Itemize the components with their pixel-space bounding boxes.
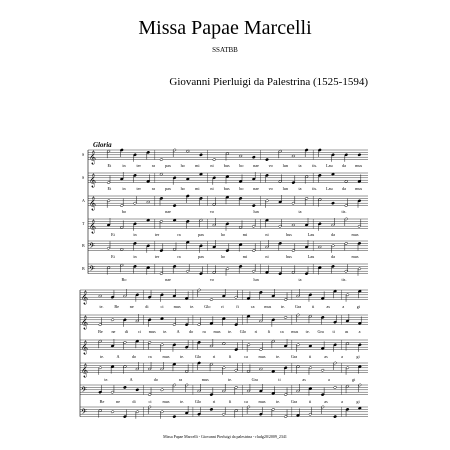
lyric-syllable: te.	[280, 304, 285, 309]
lyric-syllable: mus	[213, 329, 221, 334]
lyric-syllable: ta	[298, 209, 302, 214]
lyric-syllable: as	[326, 304, 330, 309]
lyric-syllable: Lau	[326, 186, 333, 191]
lyric-syllable: ci	[137, 329, 141, 334]
lyric-syllable: as	[324, 354, 328, 359]
lyric-syllable: fi	[228, 354, 232, 359]
bass-clef: 𝄢	[89, 241, 95, 252]
lyric-syllable: pax	[164, 163, 172, 168]
note-head	[111, 410, 115, 413]
treble-clef: 𝄞	[89, 219, 97, 234]
voice-label: B	[82, 266, 85, 271]
treble-clef: 𝄞	[81, 363, 89, 378]
lyric-syllable: in	[133, 232, 137, 237]
lyric-syllable: mus	[258, 399, 266, 404]
lyric-syllable: te.	[179, 354, 185, 359]
lyric-syllable: nae	[253, 163, 259, 168]
lyric-syllable: te.	[99, 304, 104, 309]
lyric-syllable: Gra	[251, 377, 258, 382]
bass-clef: 𝄢	[81, 407, 87, 418]
lyric-syllable: mus	[291, 329, 299, 334]
note-head	[199, 153, 203, 156]
lyric-syllable: bo	[239, 186, 244, 191]
note-head	[160, 388, 164, 391]
lyric-syllable: mus	[264, 304, 272, 309]
lyric-syllable: Gra	[290, 399, 298, 404]
movement-title: Gloria	[93, 141, 112, 149]
lyric-syllable: Lau	[307, 232, 315, 237]
lyric-syllable: te.	[163, 329, 168, 334]
note-head	[210, 408, 214, 411]
voice-label: S	[82, 152, 85, 157]
page-title: Missa Papae Marcelli	[138, 17, 312, 39]
voice-label: B	[82, 243, 85, 248]
lyric-syllable: tis.	[312, 186, 318, 191]
lyric-syllable: ci	[148, 399, 152, 404]
lyric-syllable: ra	[177, 232, 181, 237]
lyric-syllable: a	[341, 399, 343, 404]
lyric-syllable: mus	[162, 354, 170, 359]
lyric-syllable: Et	[107, 163, 112, 168]
lyric-syllable: pax	[197, 232, 205, 237]
lyric-syllable: lun	[282, 186, 289, 191]
note-head	[160, 158, 164, 161]
lyric-syllable: mi	[195, 163, 200, 168]
lyric-syllable: mus	[201, 377, 209, 382]
lyric-syllable: gi	[356, 399, 360, 404]
lyric-syllable: ra	[177, 254, 181, 259]
lyric-syllable: ri	[254, 329, 258, 334]
lyric-syllable: a	[341, 354, 343, 359]
lyric-syllable: da	[331, 232, 335, 237]
lyric-syllable: Bo	[121, 277, 127, 282]
lyric-syllable: te.	[227, 377, 233, 382]
lyric-syllable: fi	[228, 399, 232, 404]
lyric-syllable: mus	[355, 186, 363, 191]
lyric-syllable: gi	[356, 304, 361, 309]
lyric-syllable: mus	[173, 304, 181, 309]
lyric-syllable: ri	[212, 354, 216, 359]
lyric-syllable: vo	[268, 163, 273, 168]
lyric-syllable: ter	[136, 163, 141, 168]
lyric-syllable: mus	[355, 163, 363, 168]
lyric-syllable: ca	[250, 304, 255, 309]
note-head	[284, 316, 288, 319]
note-head	[136, 388, 140, 391]
lyric-syllable: mus	[258, 354, 266, 359]
lyric-syllable: ne	[116, 399, 120, 404]
lyric-syllable: te.	[275, 399, 281, 404]
lyric-syllable: a	[327, 377, 330, 382]
lyric-syllable: bo	[121, 209, 127, 214]
lyric-syllable: lun	[253, 277, 259, 282]
lyric-syllable: pax	[197, 254, 205, 259]
lyric-syllable: ter	[154, 254, 160, 259]
lyric-syllable: ter	[154, 232, 160, 237]
treble-clef: 𝄞	[89, 196, 97, 211]
lyric-syllable: ni	[210, 186, 214, 191]
lyric-syllable: lun	[253, 209, 259, 214]
lyric-syllable: Lau	[307, 254, 315, 259]
lyric-syllable: te.	[227, 329, 233, 334]
lyric-syllable: ti	[332, 329, 335, 334]
lyric-syllable: ni	[210, 163, 214, 168]
lyric-syllable: ni	[265, 254, 269, 259]
lyric-syllable: vo	[209, 209, 215, 214]
lyric-syllable: as	[344, 329, 349, 334]
voice-label: A	[82, 198, 85, 203]
voice-label: T	[82, 221, 85, 226]
lyric-syllable: ca	[244, 399, 248, 404]
lyric-syllable: mi	[242, 232, 248, 237]
lyric-syllable: ra	[202, 329, 206, 334]
lyric-syllable: mus	[162, 399, 170, 404]
lyric-syllable: bus	[223, 186, 230, 191]
lyric-syllable: Et	[111, 254, 115, 259]
lyric-syllable: tis.	[341, 209, 347, 214]
bass-clef: 𝄢	[81, 385, 87, 396]
lyric-syllable: pax	[164, 186, 172, 191]
lyric-syllable: nae	[253, 186, 259, 191]
lyric-syllable: gi	[356, 354, 360, 359]
lyric-syllable: mus	[148, 329, 156, 334]
lyric-syllable: ter	[136, 186, 141, 191]
lyric-syllable: ra	[151, 163, 155, 168]
lyric-syllable: ra	[151, 186, 155, 191]
lyric-syllable: tis.	[312, 163, 318, 168]
treble-clef: 𝄞	[89, 173, 97, 188]
note-head	[252, 204, 256, 207]
lyric-syllable: Be	[114, 304, 119, 309]
lyric-syllable: Lau	[326, 163, 333, 168]
note-head	[173, 204, 177, 207]
lyric-syllable: di	[145, 304, 149, 309]
lyric-syllable: Et	[111, 232, 115, 237]
lyric-syllable: da	[342, 163, 346, 168]
lyric-syllable: ca	[244, 354, 248, 359]
lyric-syllable: ta	[298, 186, 302, 191]
lyric-syllable: bo	[239, 163, 244, 168]
lyric-syllable: nae	[165, 277, 171, 282]
lyric-syllable: in	[122, 186, 126, 191]
lyric-syllable: ta	[298, 277, 302, 282]
lyric-syllable: bus	[223, 163, 230, 168]
lyric-syllable: di	[124, 329, 129, 334]
composer-credit: Giovanni Pierluigi da Palestrina (1525-1594)	[169, 76, 368, 88]
lyric-syllable: A	[116, 354, 120, 359]
lyric-syllable: te.	[275, 354, 281, 359]
lyric-syllable: Gra	[294, 304, 302, 309]
lyric-syllable: a	[358, 329, 361, 334]
lyric-syllable: Glo	[204, 304, 211, 309]
lyric-syllable: Be	[99, 399, 105, 404]
lyric-syllable: bus	[286, 254, 292, 259]
lyric-syllable: ho	[220, 254, 226, 259]
lyric-syllable: bus	[286, 232, 292, 237]
lyric-syllable: ho	[180, 186, 185, 191]
lyric-syllable: A	[129, 377, 133, 382]
lyric-syllable: te.	[99, 354, 105, 359]
lyric-syllable: as	[324, 399, 328, 404]
lyric-syllable: mus	[351, 232, 359, 237]
lyric-syllable: mi	[242, 254, 248, 259]
lyric-syllable: ti	[311, 304, 315, 309]
lyric-syllable: ra	[148, 354, 152, 359]
note-head	[265, 158, 269, 161]
note-head	[123, 386, 127, 389]
lyric-syllable: ri	[221, 304, 224, 309]
lyric-syllable: te.	[305, 329, 310, 334]
lyric-syllable: gi	[352, 377, 356, 382]
lyric-syllable: di	[132, 399, 136, 404]
lyric-syllable: ti	[308, 399, 312, 404]
lyric-syllable: Et	[107, 186, 112, 191]
lyric-syllable: A	[176, 329, 180, 334]
lyric-syllable: tis.	[341, 277, 347, 282]
note-head	[331, 202, 335, 205]
lyric-syllable: Glo	[194, 399, 202, 404]
lyric-syllable: mi	[195, 186, 200, 191]
lyric-syllable: Glo	[239, 329, 247, 334]
lyric-syllable: Be	[98, 329, 103, 334]
lyric-syllable: lun	[282, 163, 289, 168]
lyric-syllable: in	[133, 254, 137, 259]
lyric-syllable: ne	[111, 329, 116, 334]
lyric-syllable: as	[302, 377, 306, 382]
lyric-syllable: do	[153, 377, 158, 382]
treble-clef: 𝄞	[89, 150, 97, 165]
lyric-syllable: vo	[209, 277, 215, 282]
lyric-syllable: da	[331, 254, 335, 259]
lyric-syllable: te.	[190, 304, 195, 309]
lyric-syllable: do	[189, 329, 194, 334]
lyric-syllable: vo	[268, 186, 273, 191]
note-head	[210, 298, 214, 301]
lyric-syllable: fi	[236, 304, 239, 309]
voice-label: S	[82, 175, 85, 180]
lyric-syllable: ca	[279, 329, 284, 334]
lyric-syllable: ho	[180, 163, 185, 168]
lyric-syllable: ta	[298, 163, 302, 168]
lyric-syllable: ne	[129, 304, 134, 309]
lyric-syllable: te.	[104, 377, 109, 382]
note-head	[212, 158, 216, 161]
lyric-syllable: Gra	[290, 354, 298, 359]
lyric-syllable: ho	[220, 232, 226, 237]
treble-clef: 𝄞	[81, 315, 89, 330]
lyric-syllable: ti	[278, 377, 281, 382]
lyric-syllable: ti	[308, 354, 312, 359]
note-head	[252, 156, 256, 159]
lyric-syllable: fi	[267, 329, 271, 334]
lyric-syllable: ra	[178, 377, 183, 382]
page-footer: Missa Papae Marcelli - Giovanni Pierluigi da palestrina - rludg20/2009_2341	[163, 434, 287, 439]
note-head	[358, 153, 362, 156]
lyric-syllable: a	[342, 304, 345, 309]
voicing-label: SSATBB	[212, 46, 238, 54]
bass-clef: 𝄢	[89, 264, 95, 275]
lyric-syllable: ni	[265, 232, 269, 237]
lyric-syllable: in	[122, 163, 126, 168]
lyric-syllable: Glo	[194, 354, 202, 359]
lyric-syllable: Gra	[317, 329, 324, 334]
note-head	[321, 369, 325, 372]
note-head	[333, 415, 337, 418]
lyric-syllable: ri	[212, 399, 216, 404]
lyric-syllable: do	[131, 354, 137, 359]
treble-clef: 𝄞	[81, 290, 89, 305]
note-head	[333, 386, 337, 389]
treble-clef: 𝄞	[81, 340, 89, 355]
lyric-syllable: da	[342, 186, 346, 191]
lyric-syllable: nae	[165, 209, 171, 214]
lyric-syllable: ci	[160, 304, 164, 309]
lyric-syllable: mus	[351, 254, 359, 259]
note-head	[173, 415, 177, 418]
note-head	[111, 318, 115, 321]
lyric-syllable: te.	[179, 399, 185, 404]
